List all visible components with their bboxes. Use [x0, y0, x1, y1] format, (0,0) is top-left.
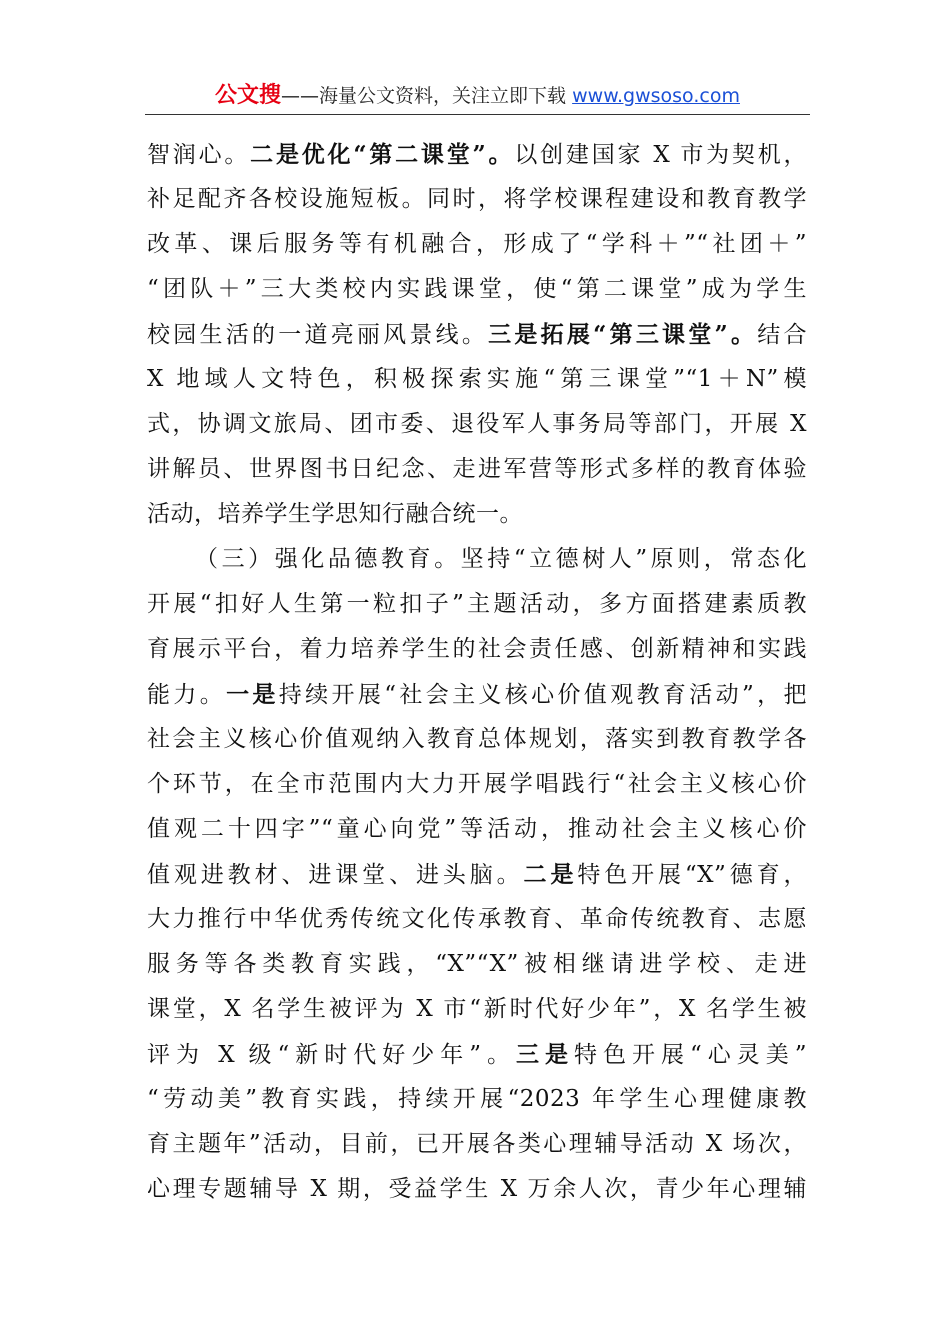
bold-heading: 三是 [516, 1041, 574, 1068]
text-line [147, 177, 807, 222]
text-line [147, 537, 807, 582]
text-span: 补足配齐各校设施短板。同时，将学校课程建设和教育教学 [147, 186, 807, 212]
text-span: 能力。 [147, 682, 227, 708]
bold-heading: 三是拓展“第三课堂”。 [488, 321, 758, 348]
text-span: 讲解员、世界图书日纪念、走进军营等形式多样的教育体验 [147, 456, 807, 482]
text-line [147, 357, 807, 402]
text-line [147, 852, 807, 897]
text-span: 值观二十四字”“童心向党”等活动，推动社会主义核心价 [147, 816, 807, 842]
text-span: 大力推行中华优秀传统文化传承教育、革命传统教育、志愿 [147, 906, 807, 932]
text-span: 特色开展“心灵美” [574, 1042, 808, 1068]
text-line [147, 987, 807, 1032]
bold-heading: 一是 [226, 681, 279, 708]
text-span: “团队＋”三大类校内实践课堂，使“第二课堂”成为学生 [147, 276, 807, 302]
text-span: 育展示平台，着力培养学生的社会责任感、创新精神和实践 [147, 636, 807, 662]
text-span: X 地域人文特色，积极探索实施“第三课堂”“1＋N”模 [147, 366, 807, 392]
website-link[interactable]: www.gwsoso.com [572, 85, 740, 107]
text-span: 育主题年”活动，目前，已开展各类心理辅导活动 X 场次， [147, 1131, 807, 1157]
document-body [147, 132, 807, 1212]
text-line [147, 807, 807, 852]
text-span: 持续开展“社会主义核心价值观教育活动”，把 [278, 682, 807, 708]
text-span: 智润心。 [147, 142, 251, 168]
text-span: 值观进教材、进课堂、进头脑。 [147, 862, 524, 888]
text-line [147, 672, 807, 717]
brand-name: 公文搜 [215, 83, 282, 108]
text-line [147, 717, 807, 762]
text-span: 服务等各类教育实践，“X”“X”被相继请进学校、走进 [147, 951, 807, 977]
text-span: 以创建国家 X 市为契机， [514, 142, 808, 168]
text-span: 评为 X 级“新时代好少年”。 [147, 1042, 516, 1068]
text-line [147, 402, 807, 447]
text-line [147, 1167, 807, 1212]
text-line [147, 312, 807, 357]
text-line [147, 222, 807, 267]
text-span: “劳动美”教育实践，持续开展“2023 年学生心理健康教 [147, 1086, 807, 1112]
text-line [147, 1032, 807, 1077]
bold-heading: 二是 [523, 861, 578, 888]
text-span: 结合 [757, 322, 808, 348]
text-line [147, 1077, 807, 1122]
text-span: 开展“扣好人生第一粒扣子”主题活动，多方面搭建素质教 [147, 591, 807, 617]
text-span: 个环节，在全市范围内大力开展学唱践行“社会主义核心价 [147, 771, 807, 797]
text-line [147, 582, 807, 627]
text-line [147, 897, 807, 942]
text-line [147, 762, 807, 807]
text-line [147, 1122, 807, 1167]
text-line [147, 132, 807, 177]
text-span: （三）强化品德教育。坚持“立德树人”原则，常态化 [195, 546, 807, 572]
text-span: 社会主义核心价值观纳入教育总体规划，落实到教育教学各 [147, 726, 807, 752]
text-line [147, 447, 807, 492]
text-span: 校园生活的一道亮丽风景线。 [147, 322, 489, 348]
text-span: 特色开展“X”德育， [577, 862, 808, 888]
text-line [147, 267, 807, 312]
text-line [147, 492, 807, 537]
text-line [147, 627, 807, 672]
text-span: 式，协调文旅局、团市委、退役军人事务局等部门，开展 X [147, 411, 807, 437]
header-divider [145, 114, 810, 115]
text-line [147, 942, 807, 987]
bold-heading: 二是优化“第二课堂”。 [250, 141, 515, 168]
text-span: 心理专题辅导 X 期，受益学生 X 万余人次，青少年心理辅 [147, 1176, 807, 1202]
page-header [145, 82, 810, 110]
text-span: 活动，培养学生学思知行融合统一。 [147, 501, 523, 527]
text-span: 改革、课后服务等有机融合，形成了“学科＋”“社团＋” [147, 231, 807, 257]
header-description: ——海量公文资料，关注立即下载 [281, 85, 567, 107]
text-span: 课堂，X 名学生被评为 X 市“新时代好少年”，X 名学生被 [147, 996, 807, 1022]
